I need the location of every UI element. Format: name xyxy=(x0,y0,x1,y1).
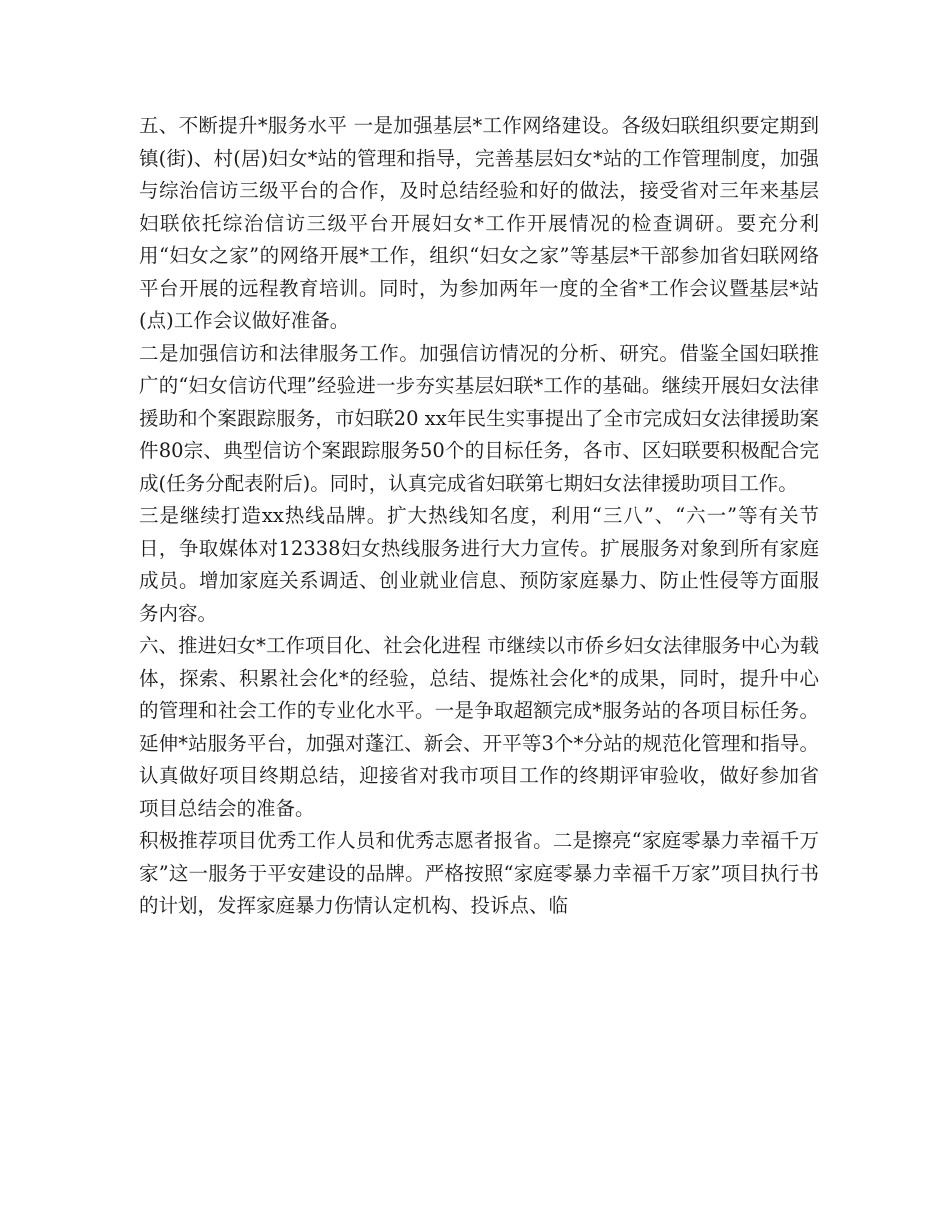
paragraph-hotline: 三是继续打造xx热线品牌。扩大热线知名度，利用“三八”、“六一”等有关节日，争取媒体对12338妇女热线服务进行大力宣传。扩展服务对象到所有家庭成员。增加家庭关系调适、创业就业信息、预防家庭暴力、防止性侵等方面服务内容。 xyxy=(139,504,819,625)
paragraph-zero-violence: 积极推荐项目优秀工作人员和优秀志愿者报省。二是擦亮“家庭零暴力幸福千万家”这一服务于平安建设的品牌。严格按照“家庭零暴力幸福千万家”项目执行书的计划，发挥家庭暴力伤情认定机构、投诉点、临 xyxy=(139,829,819,917)
paragraph-petition-legal: 二是加强信访和法律服务工作。加强信访情况的分析、研究。借鉴全国妇联推广的“妇女信访代理”经验进一步夯实基层妇联*工作的基础。继续开展妇女法律援助和个案跟踪服务，市妇联20 xx年民生实事提出了全市完成妇女法律援助案件80宗、典型信访个案跟踪服务50个的目标任务，各市、区妇联要积极配合完成(任务分配表附后)。同时，认真完成省妇联第七期妇女法律援助项目工作。 xyxy=(139,341,819,495)
paragraph-section-six: 六、推进妇女*工作项目化、社会化进程 市继续以市侨乡妇女法律服务中心为载体，探索、积累社会化*的经验，总结、提炼社会化*的成果，同时，提升中心的管理和社会工作的专业化水平。一是争取超额完成*服务站的各项目标任务。延伸*站服务平台，加强对蓬江、新会、开平等3个*分站的规范化管理和指导。认真做好项目终期总结，迎接省对我市项目工作的终期评审验收，做好参加省项目总结会的准备。 xyxy=(139,634,819,820)
paragraph-section-five: 五、不断提升*服务水平 一是加强基层*工作网络建设。各级妇联组织要定期到镇(街)、村(居)妇女*站的管理和指导，完善基层妇女*站的工作管理制度，加强与综治信访三级平台的合作，及时总结经验和好的做法，接受省对三年来基层妇联依托综治信访三级平台开展妇女*工作开展情况的检查调研。要充分利用“妇女之家”的网络开展*工作，组织“妇女之家”等基层*干部参加省妇联网络平台开展的远程教育培训。同时，为参加两年一度的全省*工作会议暨基层*站(点)工作会议做好准备。 xyxy=(139,114,819,332)
document-body xyxy=(139,110,819,923)
